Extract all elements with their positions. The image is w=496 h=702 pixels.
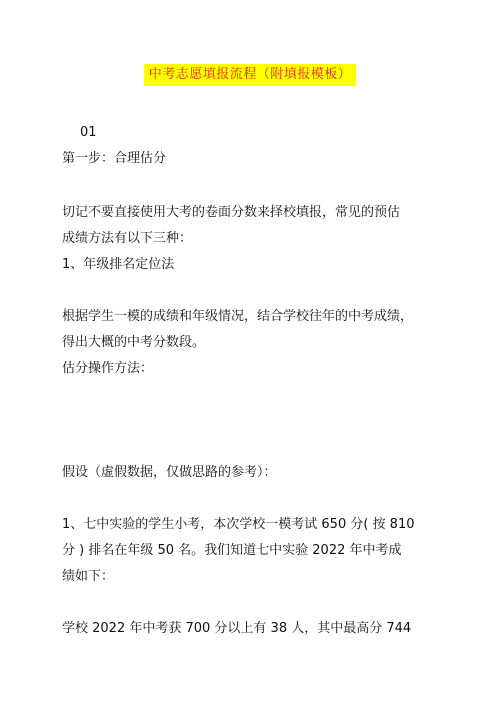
paragraph-line: 根据学生一模的成绩和年级情况，结合学校往年的中考成绩， <box>62 309 414 324</box>
school-result-line: 学校 2022 年中考获 700 分以上有 38 人，其中最高分 744 <box>62 621 412 636</box>
example-line: 分 ) 排名在年级 50 名。我们知道七中实验 2022 年中考成 <box>62 543 402 558</box>
section-number: 01 <box>80 125 97 140</box>
paragraph-line: 切记不要直接使用大考的卷面分数来择校填报，常见的预估 <box>62 205 401 220</box>
step-heading: 第一步：合理估分 <box>62 151 167 166</box>
example-line: 1、七中实验的学生小考，本次学校一模考试 650 分( 按 810 <box>62 517 415 532</box>
method-heading: 1、年级排名定位法 <box>62 257 175 272</box>
document-title: 中考志愿填报流程（附填报模板） <box>144 64 356 86</box>
assumption-line: 假设（虚假数据，仅做思路的参考）： <box>62 465 277 480</box>
paragraph-line: 得出大概的中考分数段。 <box>62 335 206 350</box>
example-line: 绩如下： <box>62 569 115 584</box>
paragraph-line: 成绩方法有以下三种： <box>62 231 193 246</box>
estimate-label: 估分操作方法： <box>62 361 154 376</box>
